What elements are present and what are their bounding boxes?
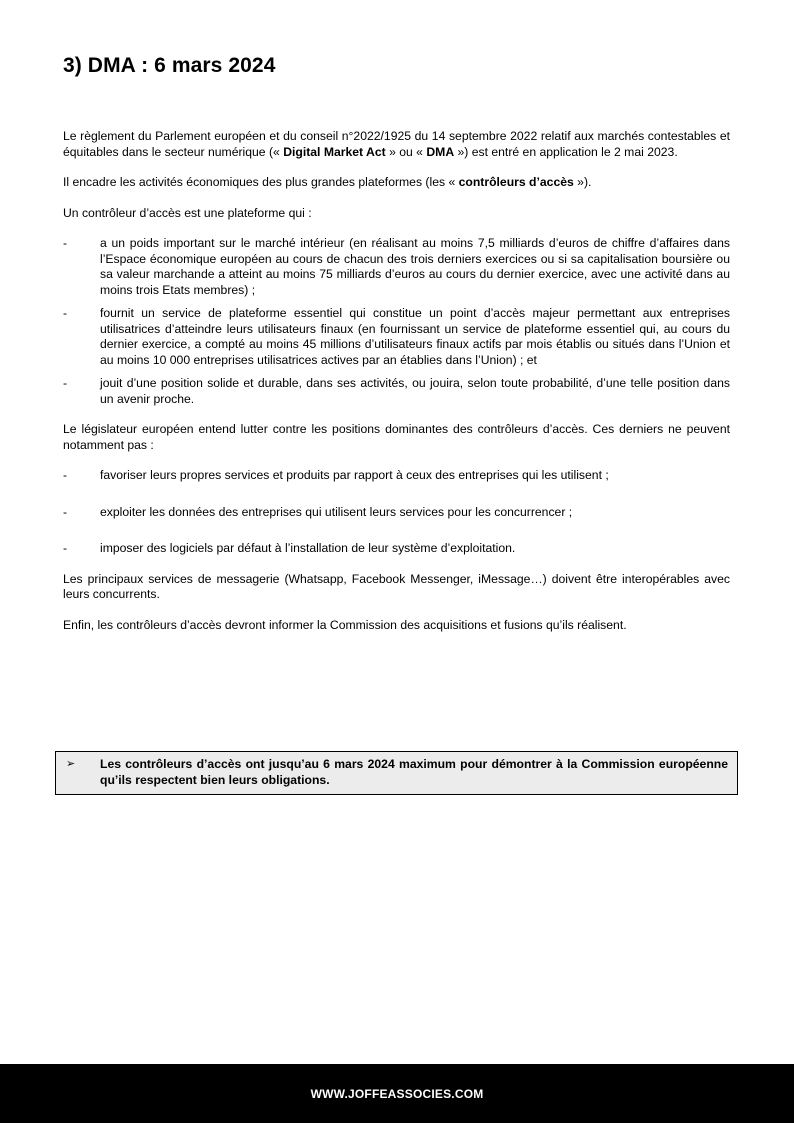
deadline-callout-box bbox=[55, 751, 738, 795]
dash-bullet: - bbox=[63, 468, 68, 482]
scope-text-2: »). bbox=[573, 175, 592, 189]
acquisitions-paragraph: Enfin, les contrôleurs d’accès devront informer la Commission des acquisitions et fusions qu’ils réalisent. bbox=[63, 617, 627, 632]
scope-bold: contrôleurs d’accès bbox=[458, 175, 574, 189]
intro-text-3: ») est entré en application le 2 mai 2023. bbox=[454, 144, 678, 159]
dash-bullet: - bbox=[63, 306, 68, 320]
criteria-list bbox=[63, 236, 730, 407]
footer-website: WWW.JOFFEASSOCIES.COM bbox=[310, 1086, 484, 1101]
prohibitions-intro: Le législateur européen entend lutter contre les positions dominantes des contrôleurs d’accès. Ces derniers ne peuvent notamment pas : bbox=[63, 422, 730, 452]
intro-bold-dma-full: Digital Market Act bbox=[283, 144, 386, 159]
dash-bullet: - bbox=[63, 236, 68, 250]
prohibitions-list bbox=[63, 468, 730, 557]
dash-bullet: - bbox=[63, 541, 68, 555]
prohibition-text: exploiter les données des entreprises qui utilisent leurs services pour les concurrencer ; bbox=[100, 504, 573, 519]
criterion-text: a un poids important sur le marché intérieur (en réalisant au moins 7,5 milliards d’euros de chiffre d’affaires dans l’Espace économique européen au cours de chacun des trois derniers exercices ou si sa capitalisation boursière ou sa valeur marchande a atteint au moins 75 milliards d’euros au cours du dernier exercice, avec une activité dans au moins trois Etats membres) ; bbox=[100, 236, 730, 297]
intro-text-1: Le règlement du Parlement européen et du conseil n°2022/1925 du 14 septembre 2022 relatif aux marchés contestables et équitables dans le secteur numérique (« bbox=[63, 129, 730, 159]
document-body bbox=[63, 129, 730, 648]
list-item bbox=[63, 541, 730, 557]
definition-intro: Un contrôleur d’accès est une plateforme qui : bbox=[63, 205, 312, 220]
scope-paragraph bbox=[63, 175, 730, 191]
prohibition-text: imposer des logiciels par défaut à l’installation de leur système d’exploitation. bbox=[100, 541, 516, 555]
arrow-bullet-icon: ➢ bbox=[66, 758, 76, 770]
prohibition-text: favoriser leurs propres services et produits par rapport à ceux des entreprises qui les utilisent ; bbox=[100, 468, 609, 482]
callout-text: Les contrôleurs d’accès ont jusqu’au 6 mars 2024 maximum pour démontrer à la Commission européenne qu’ils respectent bien leurs obligations. bbox=[100, 757, 728, 787]
list-item bbox=[63, 236, 730, 298]
list-item bbox=[63, 505, 730, 521]
dash-bullet: - bbox=[63, 376, 68, 390]
footer-bar bbox=[0, 1064, 794, 1123]
criterion-text: jouit d’une position solide et durable, dans ses activités, ou jouira, selon toute probabilité, d’une telle position dans un avenir proche. bbox=[100, 376, 730, 406]
list-item bbox=[63, 468, 730, 484]
dash-bullet: - bbox=[63, 504, 68, 519]
criterion-text: fournit un service de plateforme essentiel qui constitue un point d’accès majeur permettant aux entreprises utilisatrices d’atteindre leurs utilisateurs finaux (en fournissant un service de plateforme essentiel qui, au cours du dernier exercice, a compté au moins 45 millions d’utilisateurs finaux actifs par mois établis ou situés dans l’Union et au moins 10 000 entreprises utilisatrices actives par an établies dans l’Union) ; et bbox=[100, 306, 730, 367]
intro-text-2: » ou « bbox=[385, 144, 427, 159]
list-item bbox=[63, 306, 730, 368]
messaging-paragraph: Les principaux services de messagerie (Whatsapp, Facebook Messenger, iMessage…) doivent être interopérables avec leurs concurrents. bbox=[63, 571, 730, 601]
list-item bbox=[63, 376, 730, 407]
intro-bold-dma: DMA bbox=[426, 144, 455, 159]
scope-text-1: Il encadre les activités économiques des plus grandes plateformes (les « bbox=[63, 175, 459, 189]
section-title: 3) DMA : 6 mars 2024 bbox=[63, 54, 276, 77]
intro-paragraph bbox=[63, 129, 730, 160]
